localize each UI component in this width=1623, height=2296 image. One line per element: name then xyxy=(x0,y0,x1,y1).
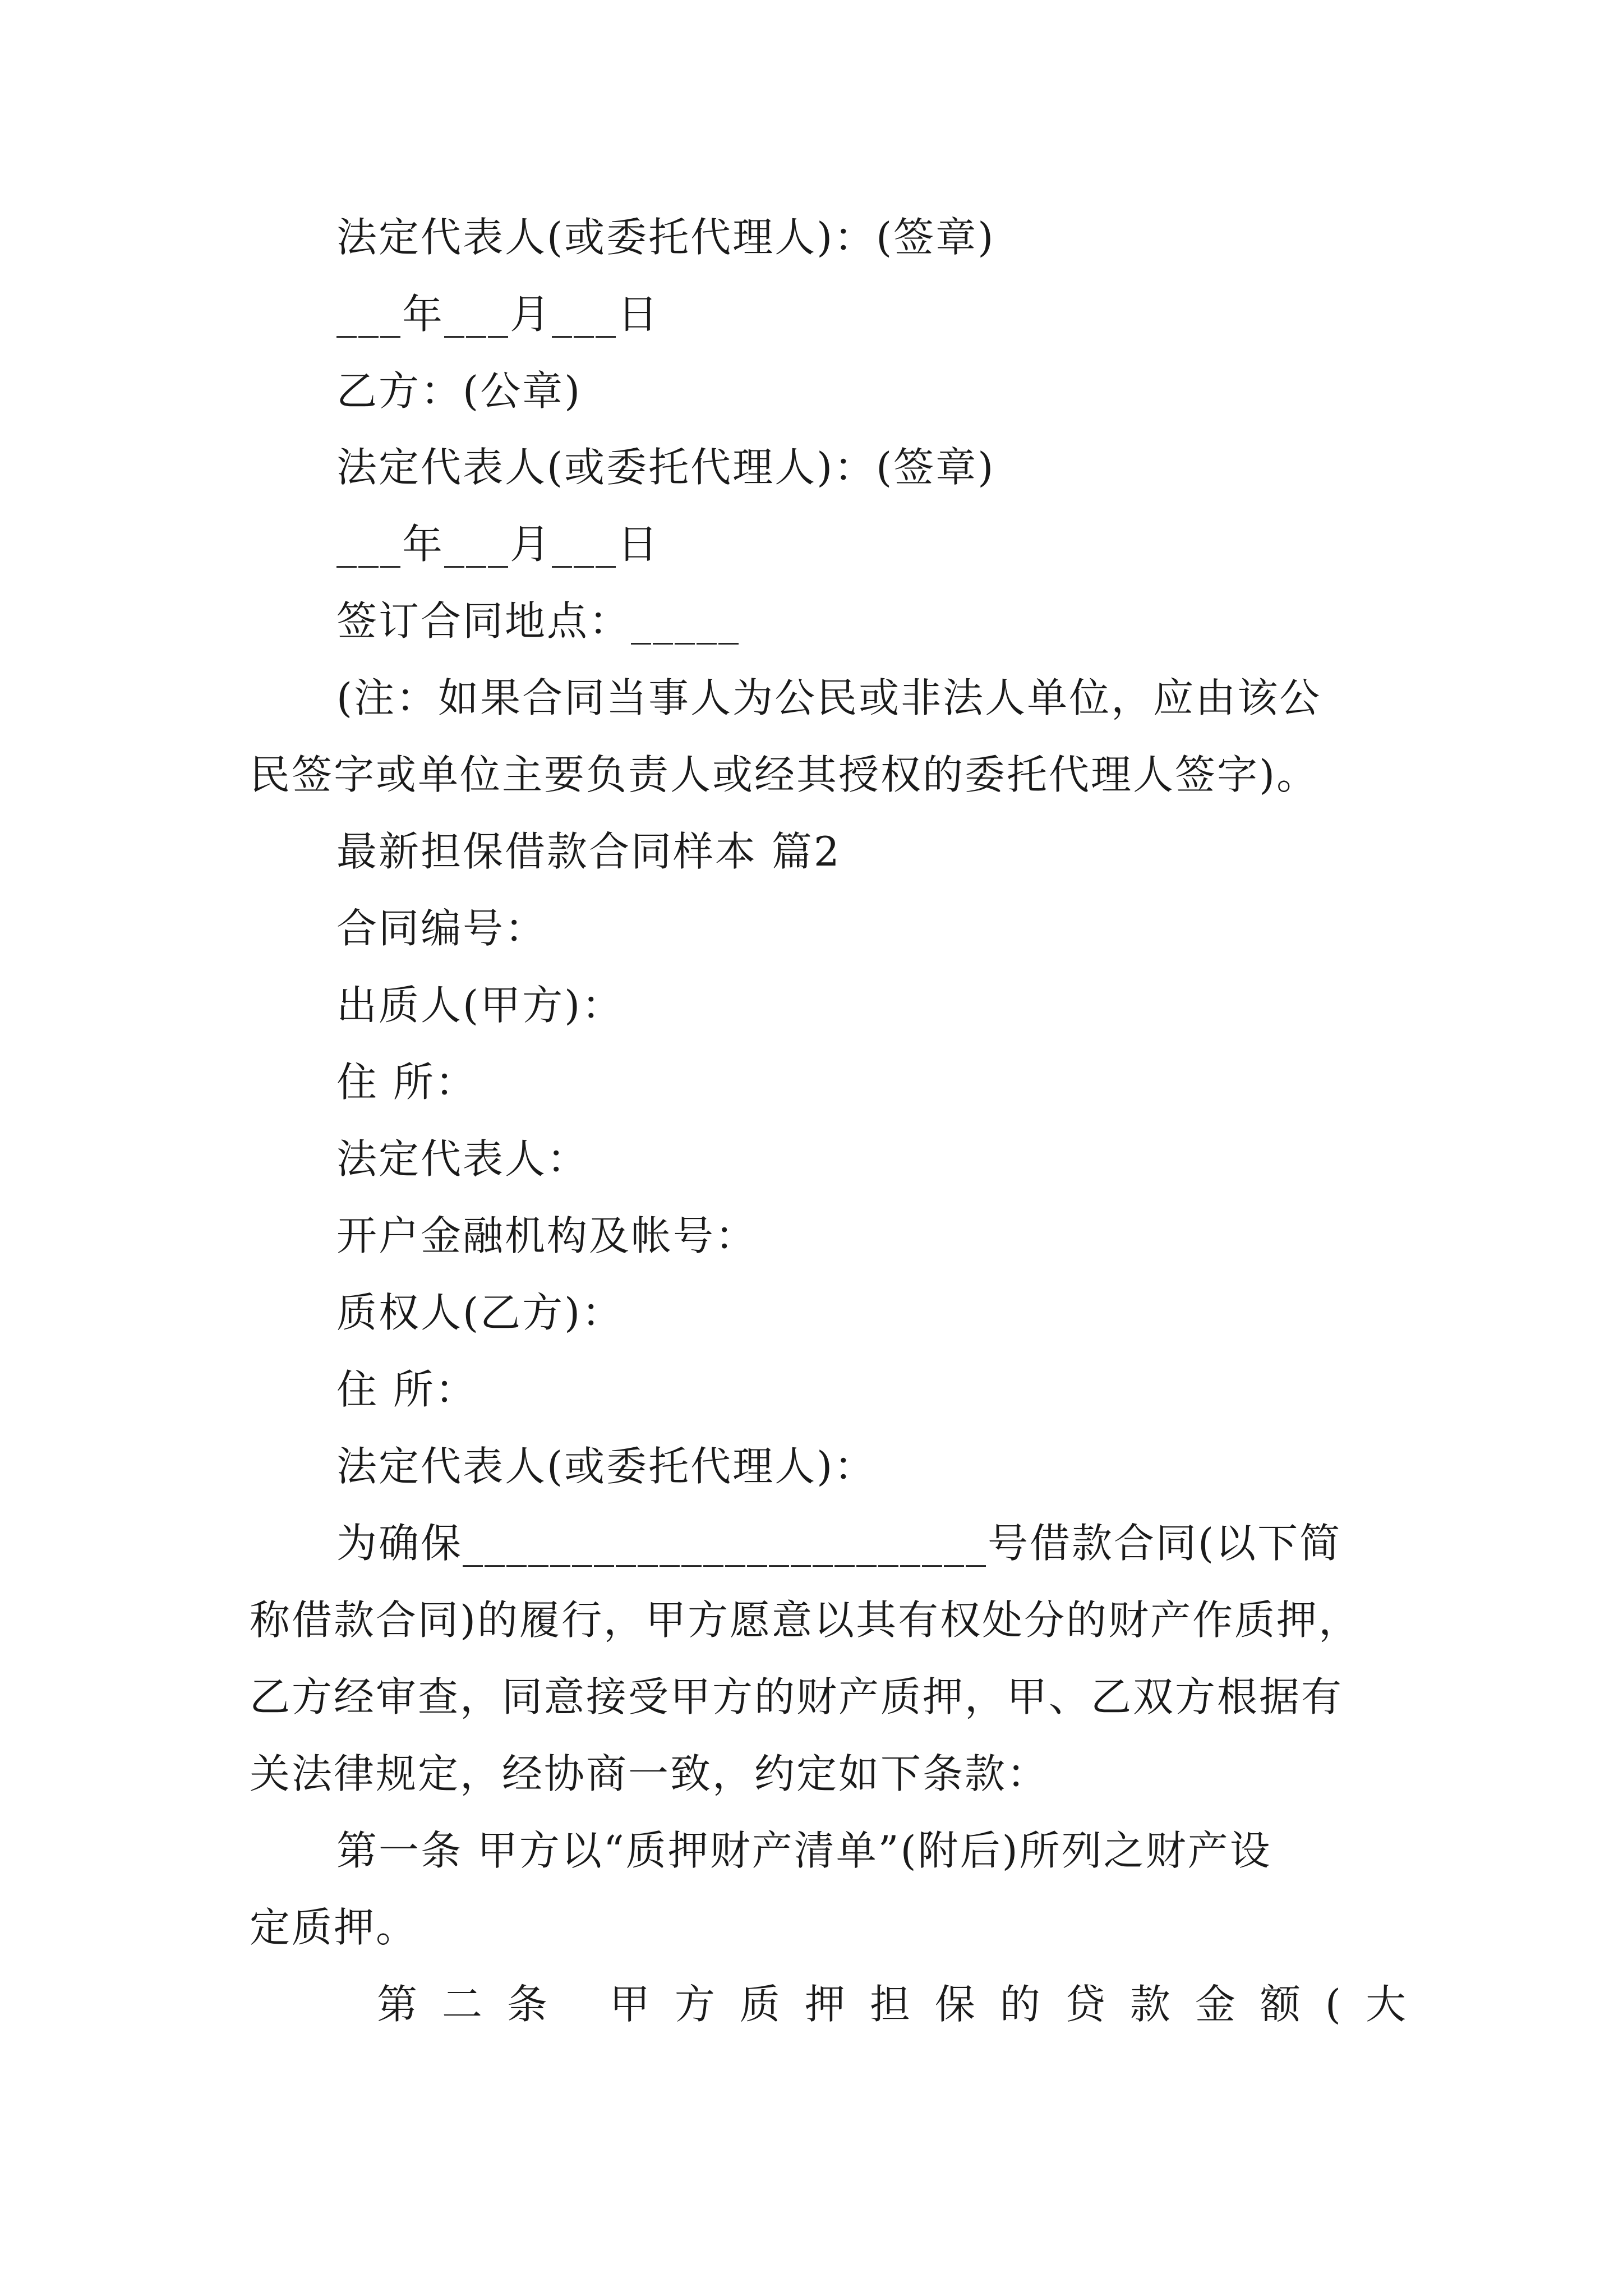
note-paragraph-line-2: 民签字或单位主要负责人或经其授权的委托代理人签字)。 xyxy=(250,751,1319,798)
pledgor-representative-field: 法定代表人： xyxy=(336,1135,589,1182)
article-1-line-1: 第一条 甲方以“质押财产清单”(附后)所列之财产设 xyxy=(336,1827,1272,1874)
note-paragraph-line-1: (注：如果合同当事人为公民或非法人单位，应由该公 xyxy=(336,674,1322,721)
intro-paragraph-line-3: 乙方经审查，同意接受甲方的财产质押，甲、乙双方根据有 xyxy=(250,1673,1344,1720)
pledgor-address-field: 住 所： xyxy=(336,1059,477,1106)
pledgor-field: 出质人(甲方)： xyxy=(336,982,624,1029)
date-line-party-a: ___年___月___日 xyxy=(336,291,660,338)
signature-line-party-a-representative: 法定代表人(或委托代理人)：(签章) xyxy=(336,214,995,261)
pledgee-representative-field: 法定代表人(或委托代理人)： xyxy=(336,1443,877,1490)
contract-signing-place: 签订合同地点：_____ xyxy=(336,597,741,645)
party-b-seal-line: 乙方：(公章) xyxy=(336,367,582,415)
intro-paragraph-line-2: 称借款合同)的履行，甲方愿意以其有权处分的财产作质押， xyxy=(250,1596,1361,1644)
pledgee-field: 质权人(乙方)： xyxy=(336,1289,624,1336)
intro-paragraph-line-1: 为确保________________________号借款合同(以下简 xyxy=(336,1520,1342,1567)
article-1-line-2: 定质押。 xyxy=(250,1904,418,1951)
pledgee-address-field: 住 所： xyxy=(336,1366,477,1413)
bank-account-field: 开户金融机构及帐号： xyxy=(336,1212,758,1259)
article-2-line-1: 第二条 甲方质押担保的贷款金额(大 xyxy=(377,1981,1431,2028)
date-line-party-b: ___年___月___日 xyxy=(336,521,660,568)
section-heading: 最新担保借款合同样本 篇2 xyxy=(336,828,841,875)
contract-number-field: 合同编号： xyxy=(336,905,547,952)
intro-paragraph-line-4: 关法律规定，经协商一致，约定如下条款： xyxy=(250,1750,1049,1797)
signature-line-party-b-representative: 法定代表人(或委托代理人)：(签章) xyxy=(336,444,995,491)
